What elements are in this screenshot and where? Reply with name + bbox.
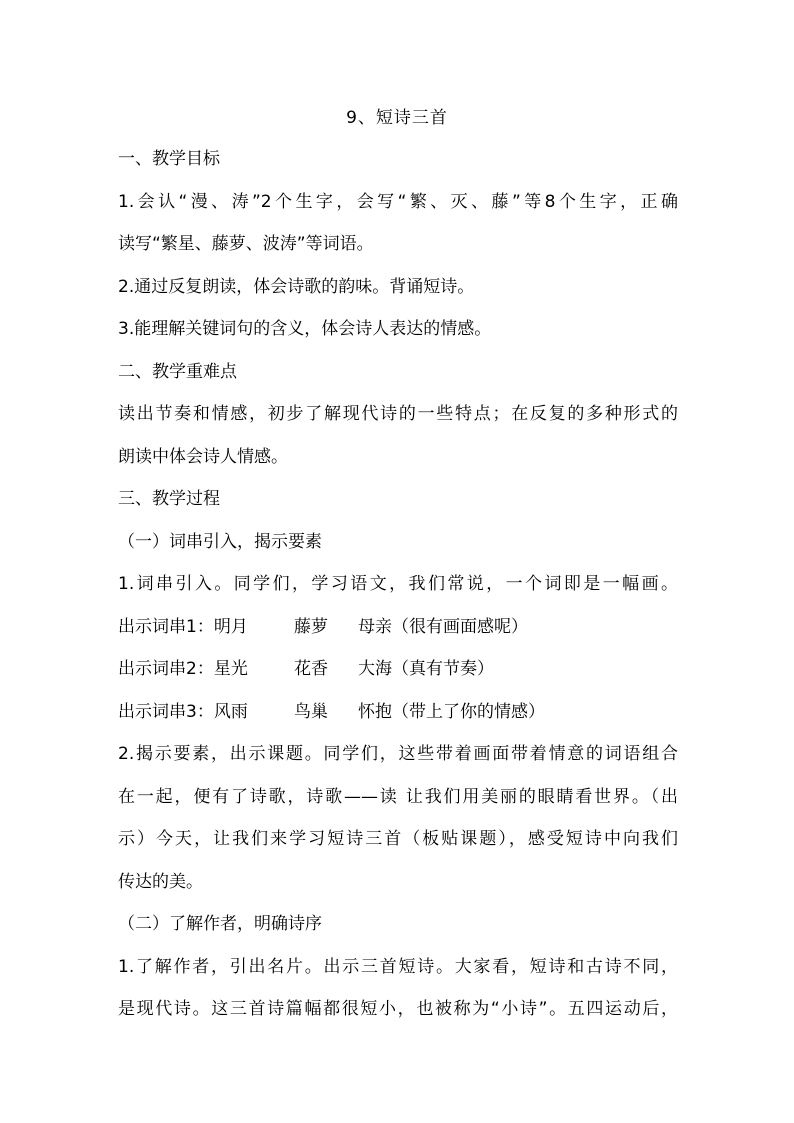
document-title: 9、短诗三首 [346, 108, 448, 128]
section-heading-goals: 一、教学目标 [118, 149, 220, 169]
section-heading-key-points: 二、教学重难点 [118, 361, 237, 382]
word-row-2 [118, 654, 678, 697]
word-row-word: 鸟巢 [294, 701, 328, 722]
process-step-2-line-3: 示）今天，让我们来学习短诗三首（板贴课题），感受短诗中向我们 [118, 829, 678, 849]
process-step-2-line-4: 传达的美。 [118, 871, 203, 892]
word-row-word: 怀抱（带上了你的情感） [358, 701, 545, 722]
process-step-2-line-2: 在一起，便有了诗歌，诗歌——读 让我们用美丽的眼睛看世界。（出 [118, 786, 678, 807]
key-points-line-2: 朗读中体会诗人情感。 [118, 446, 288, 467]
word-row-1 [118, 612, 678, 655]
section-heading-process: 三、教学过程 [118, 489, 220, 509]
goal-1-line-2: 读写“繁星、藤萝、波涛”等词语。 [118, 234, 374, 254]
key-points-line-1: 读出节奏和情感，初步了解现代诗的一些特点；在反复的多种形式的 [118, 404, 678, 424]
word-row-word: 母亲（很有画面感呢） [358, 616, 528, 637]
word-row-word: 花香 [294, 659, 328, 679]
goal-3: 3.能理解关键词句的含义，体会诗人表达的情感。 [118, 319, 492, 339]
goal-2: 2.通过反复朗读，体会诗歌的韵味。背诵短诗。 [118, 276, 475, 297]
word-row-label: 出示词串2：星光 [118, 659, 248, 679]
author-step-1-line-2: 是现代诗。这三首诗篇幅都很短小，也被称为“小诗”。五四运动后， [118, 999, 678, 1019]
process-step-2-line-1: 2.揭示要素，出示课题。同学们，这些带着画面带着情意的词语组合 [118, 744, 678, 764]
word-row-label: 出示词串1：明月 [118, 616, 248, 637]
subsection-heading-1: （一）词串引入，揭示要素 [118, 531, 322, 552]
document-body [118, 144, 678, 1037]
word-row-word: 藤萝 [294, 616, 328, 637]
goal-1-line-1: 1.会认“漫、涛”2个生字，会写“繁、灭、藤”等8个生字，正确 [118, 191, 678, 212]
word-row-word: 大海（真有节奏） [358, 659, 494, 679]
process-step-1: 1.词串引入。同学们，学习语文，我们常说，一个词即是一幅画。 [118, 574, 678, 594]
subsection-heading-2: （二）了解作者，明确诗序 [118, 914, 322, 934]
word-row-3 [118, 697, 678, 740]
author-step-1-line-1: 1.了解作者，引出名片。出示三首短诗。大家看，短诗和古诗不同， [118, 956, 678, 977]
word-row-label: 出示词串3：风雨 [118, 701, 248, 722]
